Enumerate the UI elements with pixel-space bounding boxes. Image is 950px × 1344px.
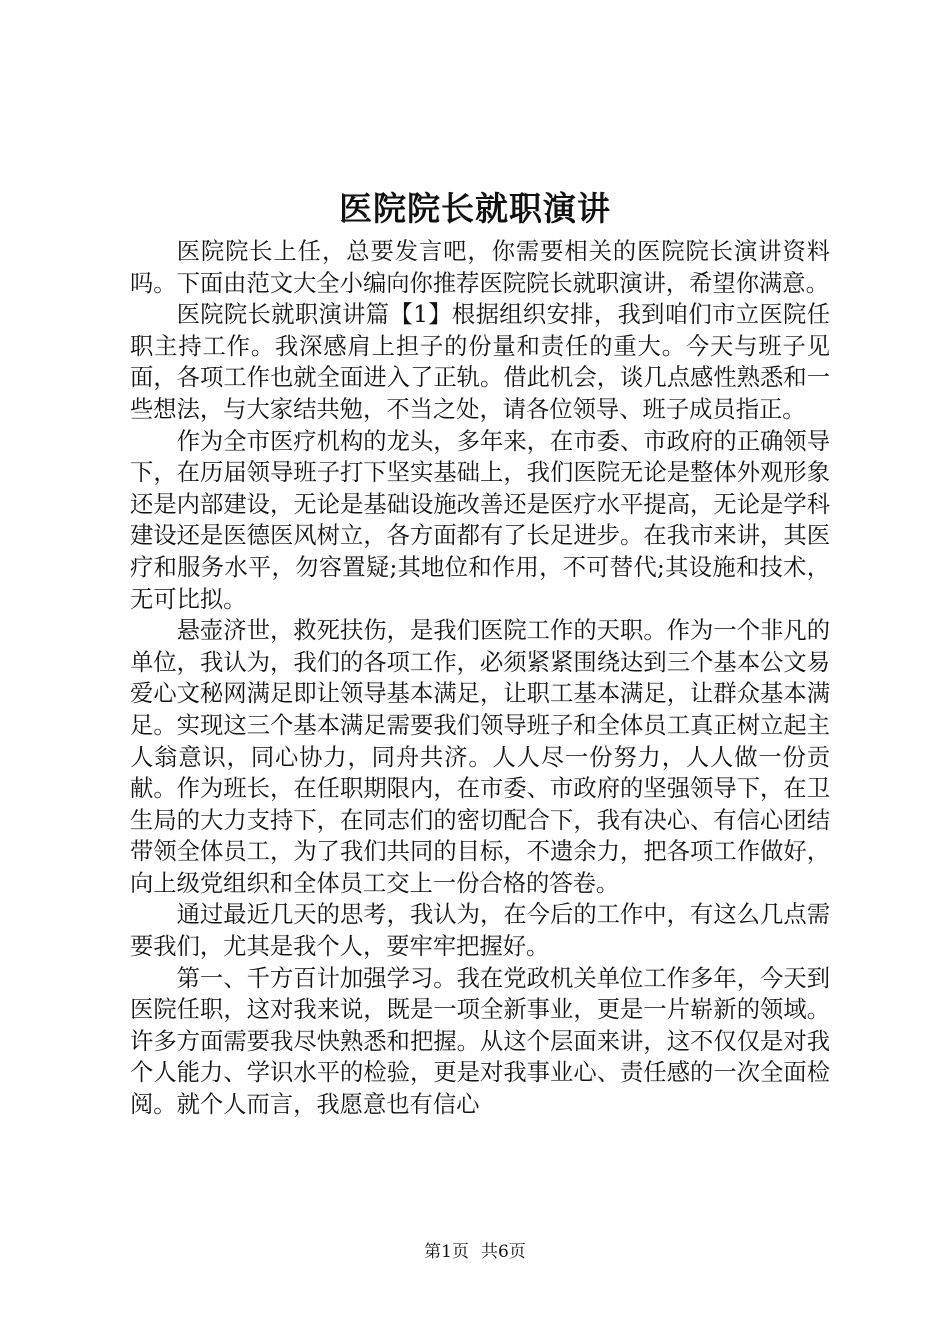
paragraph: 医院院长就职演讲篇【1】根据组织安排，我到咱们市立医院任职主持工作。我深感肩上担子的份量和责任的重大。今天与班子见面，各项工作也就全面进入了正轨。借此机会，谈几点感性熟悉和一些想法，与大家结共勉，不当之处，请各位领导、班子成员指正。 (130, 301, 830, 423)
paragraph: 通过最近几天的思考，我认为，在今后的工作中，有这么几点需要我们，尤其是我个人，要牢牢把握好。 (130, 901, 830, 961)
paragraph: 医院院长上任，总要发言吧，你需要相关的医院院长演讲资料吗。下面由范文大全小编向你推荐医院院长就职演讲，希望你满意。 (130, 238, 830, 297)
paragraph: 第一、千方百计加强学习。我在党政机关单位工作多年，今天到医院任职，这对我来说，既是一项全新事业，更是一片崭新的领域。许多方面需要我尽快熟悉和把握。从这个层面来讲，这不仅仅是对我个人能力、学识水平的检验，更是对我事业心、责任感的一次全面检阅。就个人而言，我愿意也有信心 (130, 964, 830, 1119)
document-body (130, 236, 830, 1121)
page-number-current: 第1页 (424, 1242, 469, 1262)
page-footer (0, 1240, 950, 1264)
paragraph: 作为全市医疗机构的龙头，多年来，在市委、市政府的正确领导下，在历届领导班子打下坚实基础上，我们医院无论是整体外观形象还是内部建设，无论是基础设施改善还是医疗水平提高，无论是学科建设还是医德医风树立，各方面都有了长足进步。在我市来讲，其医疗和服务水平，勿容置疑;其地位和作用，不可替代;其设施和技术，无可比拟。 (130, 427, 830, 613)
paragraph: 悬壶济世，救死扶伤，是我们医院工作的天职。作为一个非凡的单位，我认为，我们的各项工作，必须紧紧围绕达到三个基本公文易爱心文秘网满足即让领导基本满足，让职工基本满足，让群众基本满足。实现这三个基本满足需要我们领导班子和全体员工真正树立起主人翁意识，同心协力，同舟共济。人人尽一份努力，人人做一份贡献。作为班长，在任职期限内，在市委、市政府的坚强领导下，在卫生局的大力支持下，在同志们的密切配合下，我有决心、有信心团结带领全体员工，为了我们共同的目标，不遗余力，把各项工作做好，向上级党组织和全体员工交上一份合格的答卷。 (130, 617, 830, 897)
document-title: 医院院长就职演讲 (339, 189, 611, 228)
page-number-total: 共6页 (481, 1242, 526, 1262)
